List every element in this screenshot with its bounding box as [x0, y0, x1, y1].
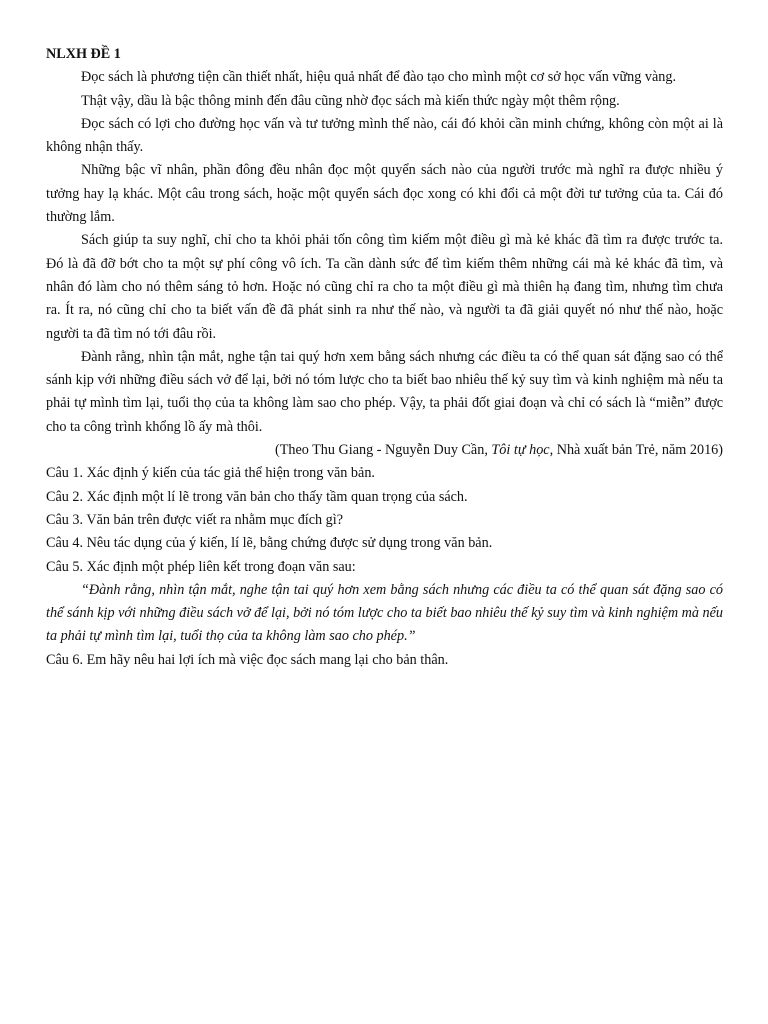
source-citation — [46, 439, 723, 462]
question-3: Câu 3. Văn bản trên được viết ra nhằm mục đích gì? — [46, 511, 344, 528]
question-2: Câu 2. Xác định một lí lẽ trong văn bản cho thấy tầm quan trọng của sách. — [46, 488, 468, 505]
quoted-passage: “Đành rằng, nhìn tận mắt, nghe tận tai quý hơn xem bằng sách nhưng các điều ta có thể quan sát đặng sao có thể sánh kịp với những điều sách vở để lại, bởi nó tóm lược cho ta biết bao nhiêu thế kỷ suy tìm và kinh nghiệm mà nếu ta phải tự mình tìm lại, tuổi thọ của ta không làm sao cho phép.” — [46, 581, 723, 645]
question-6: Câu 6. Em hãy nêu hai lợi ích mà việc đọc sách mang lại cho bản thân. — [46, 651, 449, 668]
source-book-title: Tôi tự học, — [491, 442, 554, 459]
paragraph-3: Đọc sách có lợi cho đường học vấn và tư tưởng mình thế nào, cái đó khỏi cần minh chứng, không còn một ai là không nhận thấy. — [46, 115, 723, 156]
source-prefix: (Theo Thu Giang - Nguyễn Duy Cần, — [274, 442, 492, 459]
question-1: Câu 1. Xác định ý kiến của tác giả thể hiện trong văn bản. — [46, 465, 375, 482]
question-4: Câu 4. Nêu tác dụng của ý kiến, lí lẽ, bằng chứng được sử dụng trong văn bản. — [46, 535, 493, 552]
paragraph-1: Đọc sách là phương tiện cần thiết nhất, hiệu quả nhất để đào tạo cho mình một cơ sở học vấn vững vàng. — [81, 69, 676, 86]
question-5: Câu 5. Xác định một phép liên kết trong đoạn văn sau: — [46, 558, 356, 575]
paragraph-2: Thật vậy, dầu là bậc thông minh đến đâu cũng nhờ đọc sách mà kiến thức ngày một thêm rộng. — [81, 92, 620, 109]
paragraph-4: Những bậc vĩ nhân, phần đông đều nhân đọc một quyển sách nào của người trước mà nghĩ ra được nhiều ý tưởng hay lạ khác. Một câu trong sách, hoặc một quyển sách đọc xong có khi đổi cả một đời tư tưởng của ta. Cái đó thường lắm. — [46, 162, 723, 226]
paragraph-5: Sách giúp ta suy nghĩ, chỉ cho ta khỏi phải tốn công tìm kiếm một điều gì mà kẻ khác đã tìm ra được trước ta. Đó là đã đỡ bớt cho ta một sự phí công vô ích. Ta cần dành sức để tìm kiếm thêm những cái mà kẻ khác đã tìm, và nhân đó làm cho nó thêm sáng tỏ hơn. Hoặc nó cũng chỉ ra cho ta một điều gì mà thiên hạ đang tìm, nhưng tìm chưa ra. Ít ra, nó cũng chỉ cho ta biết vấn đề đã phát sinh ra như thế nào, và người ta đã giải quyết nó như thế nào, hoặc người ta đã tìm nó tới đâu rồi. — [46, 232, 723, 342]
source-suffix: Nhà xuất bản Trẻ, năm 2016) — [553, 442, 723, 459]
paragraph-6: Đành rằng, nhìn tận mắt, nghe tận tai quý hơn xem bằng sách nhưng các điều ta có thể quan sát đặng sao có thể sánh kịp với những điều sách vở để lại, bởi nó tóm lược cho ta biết bao nhiêu thế kỷ suy tìm và kinh nghiệm mà nếu ta phải tự mình tìm lại, tuổi thọ của ta không làm sao cho phép. Vậy, ta phải đốt giai đoạn và chỉ có sách là “miễn” được cho ta công trình khổng lồ ấy mà thôi. — [46, 348, 723, 435]
document-title: NLXH ĐỀ 1 — [46, 46, 121, 62]
document-page — [46, 43, 723, 672]
